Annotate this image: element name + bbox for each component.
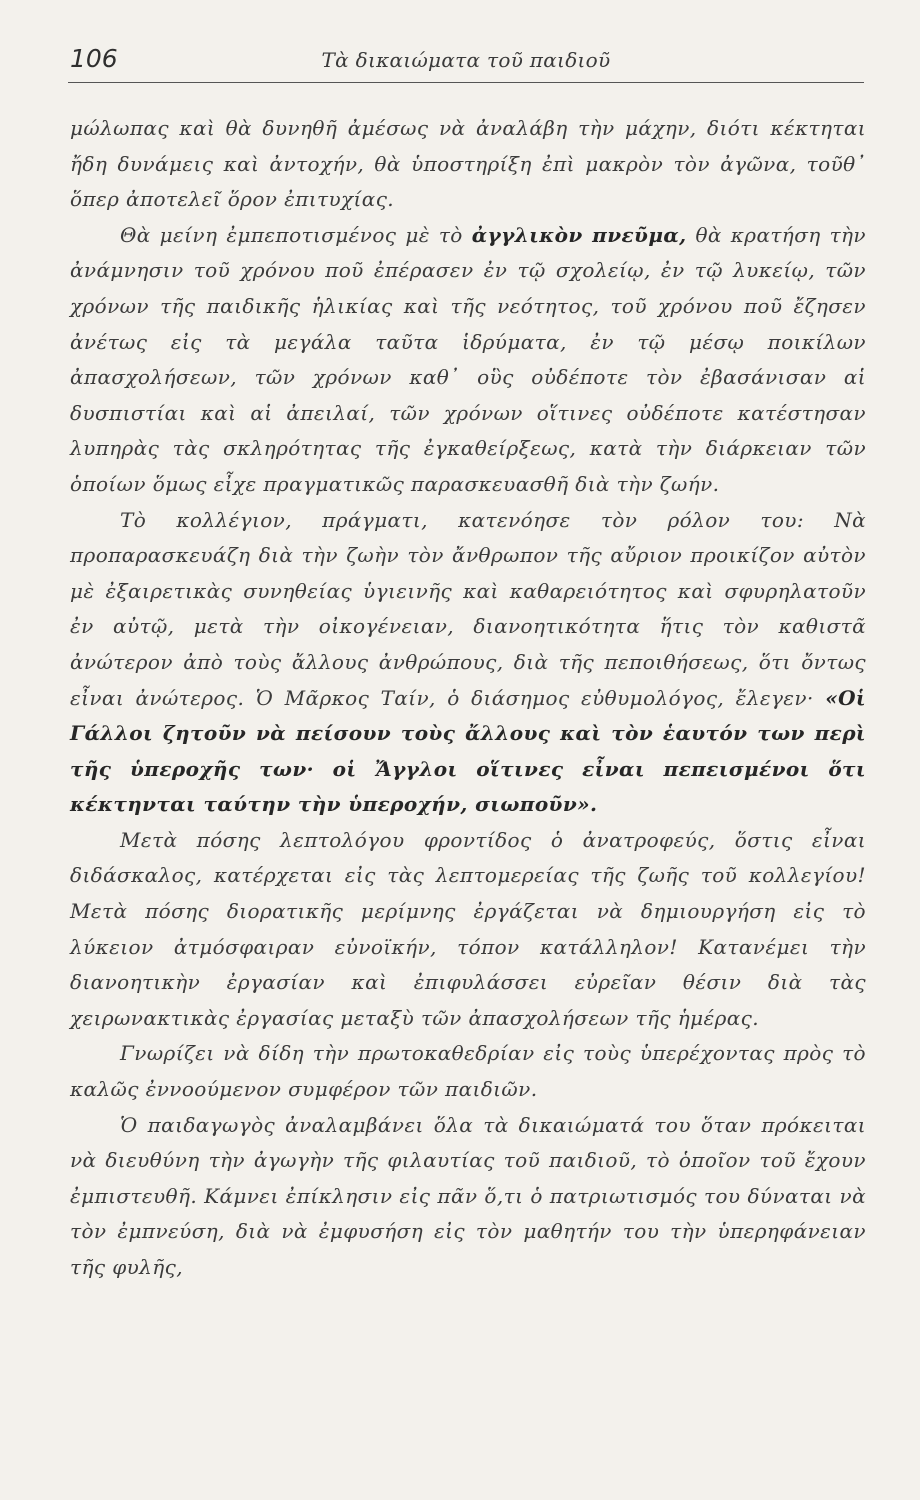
paragraph-1: [70, 111, 866, 218]
text-segment: μώλωπας καὶ θὰ δυνηθῆ ἀμέσως νὰ ἀναλάβη τὴν μάχην, διότι κέκτηται ἤδη δυνάμεις καὶ ἀντοχήν, θὰ ὑποστηρίξη ἐπὶ μακρὸν τὸν ἀγῶνα, τοῦθ᾽ ὅπερ ἀποτελεῖ ὅρον ἐπιτυχίας.: [70, 116, 866, 212]
text-segment: Τὸ κολλέγιον, πράγματι, κατενόησε τὸν ρόλον του: Νὰ προπαρασκευάζη διὰ τὴν ζωὴν τὸν ἄνθρωπον τῆς αὔριον προικίζον αὐτὸν μὲ ἐξαιρετικὰς συνηθείας ὑγιεινῆς καὶ καθαρειότητος καὶ σφυρηλατοῦν ἐν αὐτῷ, μετὰ τὴν οἰκογένειαν, διανοητικότητα ἥτις τὸν καθιστᾶ ἀνώτερον ἀπὸ τοὺς ἄλλους ἀνθρώπους, διὰ τῆς πεποιθήσεως, ὅτι ὄντως εἶναι ἀνώτερος. Ὁ Μᾶρκος Ταίν, ὁ διάσημος εὐθυμολόγος, ἔλεγεν·: [70, 507, 866, 710]
paragraph-4: [70, 823, 866, 1037]
bold-quote: «Οἱ Γάλλοι ζητοῦν νὰ πείσουν τοὺς ἄλλους καὶ τὸν ἑαυτόν των περὶ τῆς ὑπεροχῆς των· οἱ Ἄγγλοι οἵτινες εἶναι πεπεισμένοι ὅτι κέκτηνται ταύτην τὴν ὑπεροχήν, σιωποῦν».: [70, 685, 866, 817]
paragraph-5: [70, 1036, 866, 1107]
text-segment: Ὁ παιδαγωγὸς ἀναλαμβάνει ὅλα τὰ δικαιώματά του ὅταν πρόκειται νὰ διευθύνη τὴν ἀγωγὴν τῆς φιλαυτίας τοῦ παιδιοῦ, τὸ ὁποῖον τοῦ ἔχουν ἐμπιστευθῆ. Κάμνει ἐπίκλησιν εἰς πᾶν ὅ,τι ὁ πατριωτισμός του δύναται νὰ τὸν ἐμπνεύση, διὰ νὰ ἐμφυσήση εἰς τὸν μαθητήν του τὴν ὑπερηφάνειαν τῆς φυλῆς,: [70, 1112, 866, 1279]
paragraph-2: [70, 218, 866, 503]
paragraph-6: [70, 1108, 866, 1286]
text-segment: Γνωρίζει νὰ δίδη τὴν πρωτοκαθεδρίαν εἰς τοὺς ὑπερέχοντας πρὸς τὸ καλῶς ἐννοούμενον συμφέρον τῶν παιδιῶν.: [70, 1041, 866, 1102]
text-segment: Θὰ μείνη ἐμπεποτισμένος μὲ τὸ: [120, 222, 472, 247]
page-number: 106: [70, 44, 118, 73]
text-segment: θὰ κρατήση τὴν ἀνάμνησιν τοῦ χρόνου ποῦ ἐπέρασεν ἐν τῷ σχολείῳ, ἐν τῷ λυκείῳ, τῶν χρόνων τῆς παιδικῆς ἡλικίας καὶ τῆς νεότητος, τοῦ χρόνου ποῦ ἔζησεν ἀνέτως εἰς τὰ μεγάλα ταῦτα ἱδρύματα, ἐν τῷ μέσῳ ποικίλων ἀπασχολήσεων, τῶν χρόνων καθ᾽ οὓς οὐδέποτε τὸν ἐβασάνισαν αἱ δυσπιστίαι καὶ αἱ ἀπειλαί, τῶν χρόνων οἵτινες οὐδέποτε κατέστησαν λυπηρὰς τὰς σκληρότητας τῆς ἐγκαθείρξεως, κατὰ τὴν διάρκειαν τῶν ὁποίων ὅμως εἶχε πραγματικῶς παρασκευασθῆ διὰ τὴν ζωήν.: [70, 222, 866, 496]
page-header: [68, 42, 864, 83]
running-title: Τὰ δικαιώματα τοῦ παιδιοῦ: [321, 48, 611, 72]
paragraph-3: [70, 503, 866, 823]
text-segment: Μετὰ πόσης λεπτολόγου φροντίδος ὁ ἀνατροφεύς, ὅστις εἶναι διδάσκαλος, κατέρχεται εἰς τὰς λεπτομερείας τῆς ζωῆς τοῦ κολλεγίου! Μετὰ πόσης διορατικῆς μερίμνης ἐργάζεται νὰ δημιουργήση εἰς τὸ λύκειον ἀτμόσφαιραν εὐνοϊκήν, τόπον κατάλληλον! Κατανέμει τὴν διανοητικὴν ἐργασίαν καὶ ἐπιφυλάσσει εὐρεῖαν θέσιν διὰ τὰς χειρωνακτικὰς ἐργασίας μεταξὺ τῶν ἀπασχολήσεων τῆς ἡμέρας.: [70, 827, 866, 1030]
bold-phrase: ἀγγλικὸν πνεῦμα,: [471, 222, 687, 247]
body-text: [70, 111, 866, 1286]
